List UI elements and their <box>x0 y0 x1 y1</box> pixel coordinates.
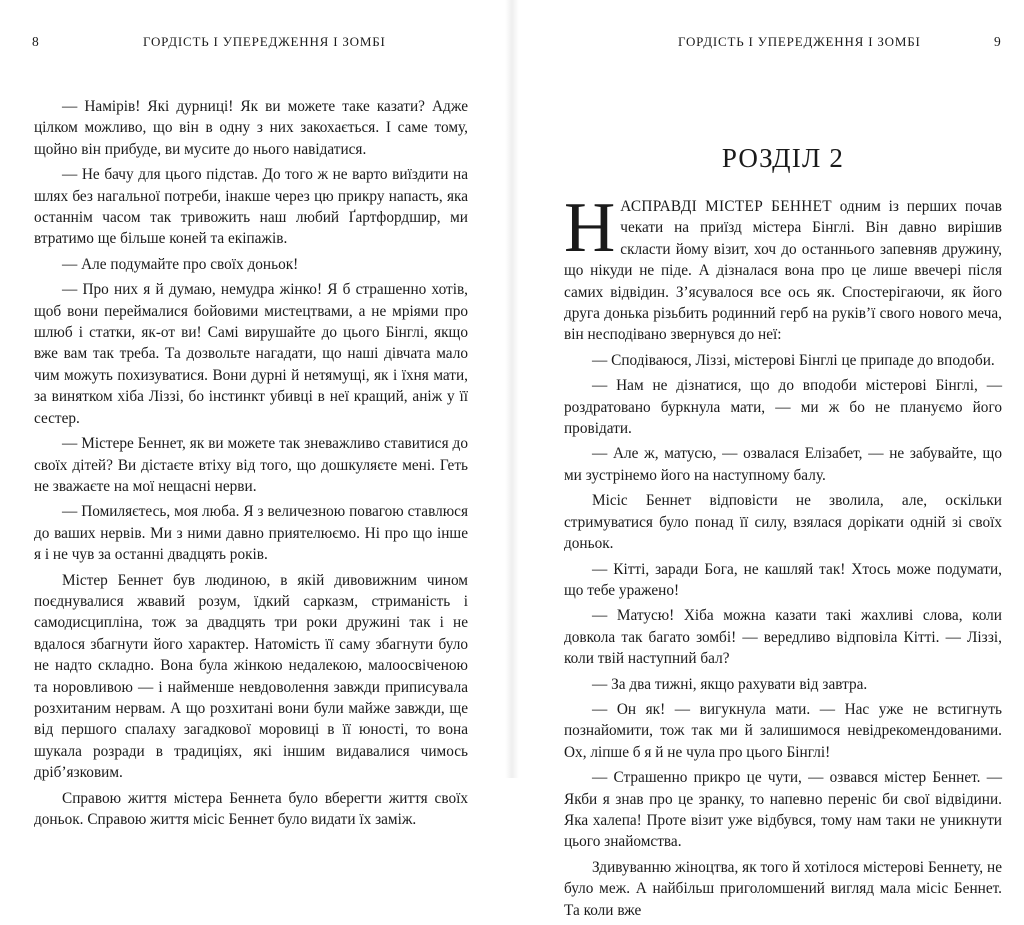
running-head: ГОРДІСТЬ І УПЕРЕДЖЕННЯ І ЗОМБІ <box>143 34 386 49</box>
paragraph: — Сподіваюся, Ліззі, містерові Бінглі це припаде до вподоби. <box>592 351 995 369</box>
opening-paragraph <box>564 189 1002 346</box>
chapter-title: РОЗДІЛ 2 <box>721 143 845 173</box>
page-number: 8 <box>32 34 40 49</box>
paragraph: — Кітті, заради Бога, не кашляй так! Хтось може подумати, що тебе уражено! <box>564 560 1002 599</box>
paragraph: — Страшенно прикро це чути, — озвався містер Беннет. — Якби я знав про це зранку, то напевно переніс би свої відвідини. Яка халепа! Проте візит уже відбувся, тому нам таки не уникнути цього знайомства. <box>564 769 1002 851</box>
body-text <box>34 96 468 834</box>
right-page <box>512 0 1024 919</box>
paragraph: — Нам не дізнатися, що до вподоби містерові Бінглі, — роздратовано буркнула мати, — ми ж бо не плануємо його провідати. <box>564 377 1002 438</box>
paragraph: Справою життя містера Беннета було вберегти життя своїх доньок. Справою життя місіс Беннет було видати їх заміж. <box>34 789 468 828</box>
paragraph: — Помиляєтесь, моя люба. Я з величезною повагою ставлюся до ваших нервів. Ми з ними давно приятелюємо. Ні про що інше я і не чув за останні двадцять років. <box>34 503 468 564</box>
paragraph: — Не бачу для цього підстав. До того ж не варто виїздити на шлях без нагальної потреби, інакше через цю прикру напасть, яка останнім часом так тривожить наш любий Ґартфордшир, ми втратимо ще більше коней та екіпажів. <box>34 166 468 248</box>
left-page <box>0 0 512 828</box>
body-text <box>564 189 1002 925</box>
paragraph: — Он як! — вигукнула мати. — Нас уже не встигнуть познайомити, тож так ми й залишимося невідрекомендованими. Ох, ліпше б я й не чула про цього Бінглі! <box>564 700 1002 761</box>
paragraph: — Містере Беннет, як ви можете так зневажливо ставитися до своїх дітей? Ви дістаєте втіху від того, що дошкуляєте мені. Геть не зважаєте на мої нещасні нерви. <box>34 435 468 495</box>
paragraph: — Матусю! Хіба можна казати такі жахливі слова, коли довкола так багато зомбі! — вередливо відповіла Кітті. — Ліззі, коли твій наступний бал? <box>564 607 1002 668</box>
drop-cap: Н <box>564 189 616 267</box>
paragraph: — Намірів! Які дурниці! Як ви можете таке казати? Адже цілком можливо, що він в одну з них закохається. І саме тому, щойно він прибуде, ви мусите до нього навідатися. <box>34 98 468 158</box>
paragraph: Місіс Беннет відповісти не зволила, але, оскільки стримуватися було понад її силу, взялася дорікати одній зі своїх доньок. <box>564 492 1002 553</box>
paragraph: — За два тижні, якщо рахувати від завтра. <box>592 675 868 693</box>
paragraph: — Але ж, матусю, — озвалася Елізабет, — не забувайте, що ми зустрінемо його на наступному балу. <box>564 445 1002 484</box>
lead-in-text: одним із перших почав чекати на приїзд містера Бінглі. Він давно вирішив скласти йому візит, хоч до останнього запевняв дружину, що нікуди не піде. А дізналася вона про це лише ввечері після самих відвідин. З’ясувалося все ось як. Спостерігаючи, як його друга донька різьбить родинний герб на руків’ї свого нового меча, він несподівано звернувся до неї: <box>564 198 1002 344</box>
lead-in-smallcaps: АСПРАВДІ МІСТЕР БЕННЕТ <box>620 198 832 215</box>
paragraph: — Але подумайте про своїх доньок! <box>62 255 299 273</box>
running-head: ГОРДІСТЬ І УПЕРЕДЖЕННЯ І ЗОМБІ <box>678 34 921 49</box>
page-number: 9 <box>994 34 1002 49</box>
paragraph: Здивуванню жіноцтва, як того й хотілося містерові Беннету, не було меж. А найбільш приголомшений вигляд мала місіс Беннет. Та коли вже <box>564 858 1002 919</box>
paragraph: — Про них я й думаю, немудра жінко! Я б страшенно хотів, щоб вони переймалися бойовими мистецтвами, а не мріями про шлюб і статки, як-от ви! Самі вирушайте до цього Бінглі, якщо вже вам так треба. Та дозвольте нагадати, що наші дівчата мало чим можуть похизуватися. Вони дурні й нетямущі, як і їхня мати, за винятком хіба Ліззі, бо інстинкт убивці в неї кращий, аніж у її сестер. <box>34 281 468 427</box>
paragraph: Містер Беннет був людиною, в якій дивовижним чином поєднувалися жвавий розум, їдкий сарказм, стриманість і самодисципліна, тож за двадцять три роки дружині так і не вдалося збагнути його характер. Натомість її саму збагнути було не надто складно. Вона була жінкою недалекою, малоосвіченою та норовливою — і найменше невдоволення завжди приписувала розхитаним нервам. А що розхитані вони були майже завжди, ще від першого спалаху загадкової моровиці в її юності, то вона шукала розради в традиціях, які іншим видавалися чимось дріб’язковим. <box>34 571 468 782</box>
